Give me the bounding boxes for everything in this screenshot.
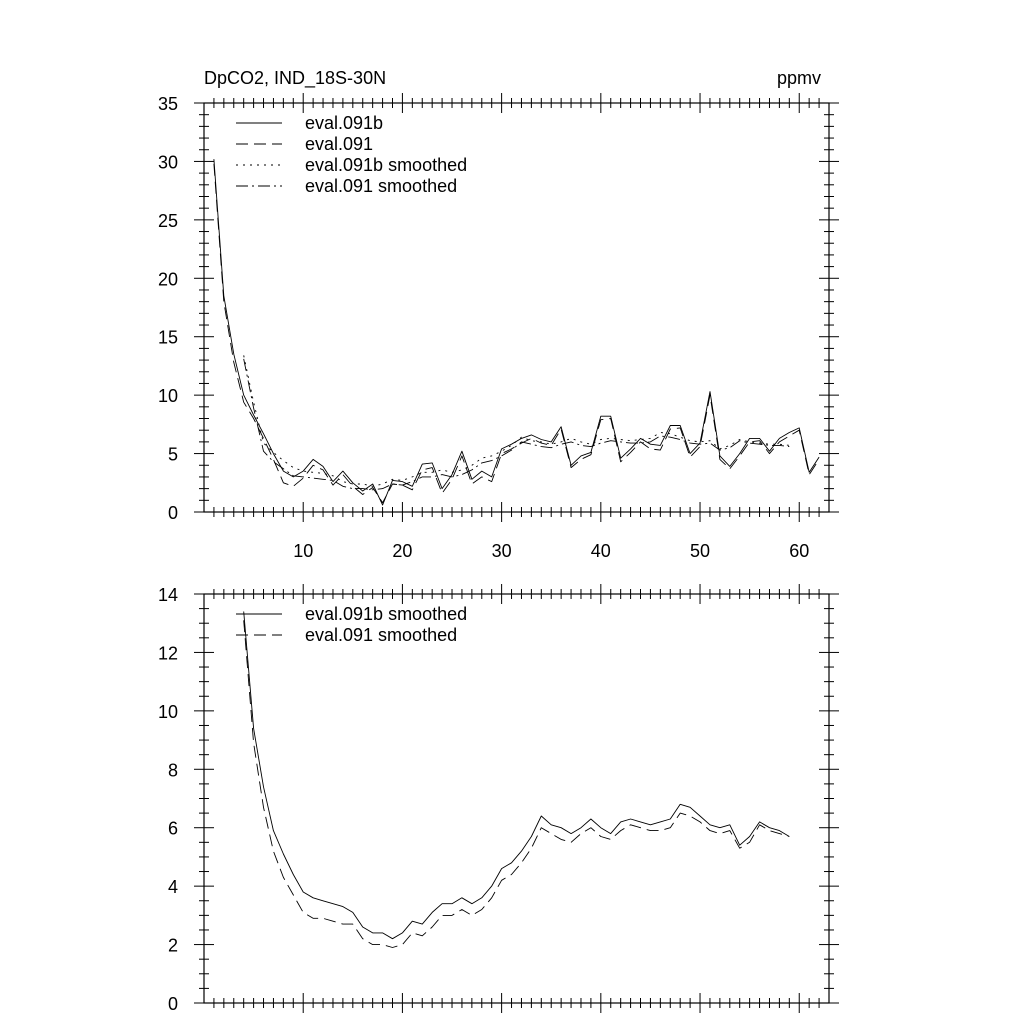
y-tick-label: 4 <box>167 877 178 898</box>
y-tick-label: 25 <box>157 210 178 231</box>
series-line <box>214 164 819 503</box>
y-tick-label: 20 <box>157 269 178 290</box>
plot-frame <box>204 594 829 1003</box>
x-tick-label: 60 <box>789 541 810 561</box>
series-line <box>214 159 819 505</box>
y-tick-label: 8 <box>167 760 178 781</box>
y-tick-label: 0 <box>167 503 178 523</box>
y-tick-label: 2 <box>167 935 178 956</box>
y-tick-label: 14 <box>157 585 178 605</box>
series-line <box>244 620 790 947</box>
y-tick-label: 0 <box>167 994 178 1014</box>
y-tick-label: 15 <box>157 327 178 348</box>
x-tick-label: 30 <box>491 541 512 561</box>
y-tick-label: 6 <box>167 818 178 839</box>
legend-label: eval.091b smoothed <box>305 604 468 624</box>
y-tick-label: 35 <box>157 94 178 114</box>
legend-label: eval.091 smoothed <box>305 625 458 645</box>
series-line <box>244 355 790 486</box>
x-tick-label: 40 <box>590 541 611 561</box>
chart-panel-1 <box>158 68 839 561</box>
y-tick-label: 5 <box>167 444 178 465</box>
legend-label: eval.091 <box>305 134 374 154</box>
x-tick-label: 50 <box>690 541 711 561</box>
y-tick-label: 30 <box>157 152 178 173</box>
series-line <box>244 612 790 939</box>
y-tick-label: 10 <box>157 701 178 722</box>
x-tick-label: 10 <box>293 541 314 561</box>
plot-frame <box>204 103 829 512</box>
legend-label: eval.091b smoothed <box>305 155 468 175</box>
chart-panel-2 <box>158 584 839 1014</box>
y-tick-label: 12 <box>157 643 178 664</box>
units-label: ppmv <box>776 68 821 88</box>
y-tick-label: 10 <box>157 386 178 407</box>
legend-label: eval.091b <box>305 113 384 133</box>
legend-label: eval.091 smoothed <box>305 176 458 196</box>
chart-title: DpCO2, IND_18S-30N <box>204 68 387 88</box>
x-tick-label: 20 <box>392 541 413 561</box>
